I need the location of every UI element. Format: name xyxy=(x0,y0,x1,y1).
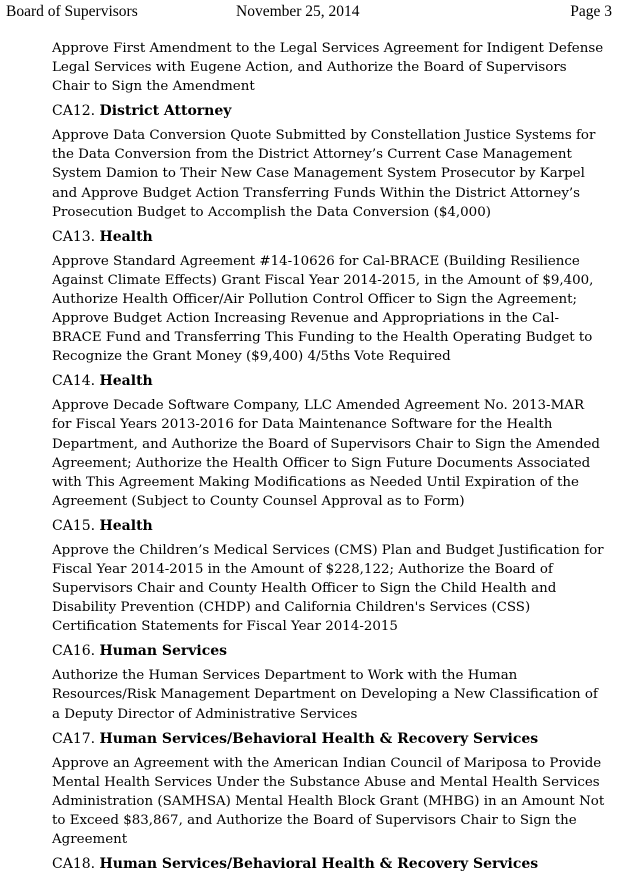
agenda-item-heading xyxy=(52,855,607,874)
item-number: CA17. xyxy=(52,730,96,747)
agenda-item xyxy=(52,642,607,723)
item-department: Human Services/Behavioral Health & Recovery Services xyxy=(99,856,539,873)
agenda-item-heading xyxy=(52,372,607,391)
item-description: Approve an Agreement with the American Indian Council of Mariposa to Provide Mental Health Services Under the Substance Abuse and Mental Health Services Administration (SAMHSA) Mental Health Block Grant (MHBG) in an Amount Not to Exceed $83,867, and Authorize the Board of Supervisors Chair to Sign the Agreement xyxy=(52,755,605,847)
item-number: CA14. xyxy=(52,373,96,390)
item-description: Approve Standard Agreement #14-10626 for Cal-BRACE (Building Resilience Against Climate Effects) Grant Fiscal Year 2014-2015, in the Amount of $9,400, Authorize Health Officer/Air Pollution Control Officer to Sign the Agreement; Approve Budget Action Increasing Revenue and Appropriations in the Cal-BRACE Fund and Transferring This Funding to the Health Operating Budget to Recognize the Grant Money ($9,400) 4/5ths Vote Required xyxy=(52,253,594,365)
item-number: CA18. xyxy=(52,856,96,873)
header-date: November 25, 2014 xyxy=(236,3,360,20)
item-department: Human Services xyxy=(99,643,228,660)
item-number: CA12. xyxy=(52,103,96,120)
item-description: Approve Decade Software Company, LLC Amended Agreement No. 2013-MAR for Fiscal Years 2013-2016 for Data Maintenance Software for the Health Department, and Authorize the Board of Supervisors Chair to Sign the Amended Agreement; Authorize the Health Officer to Sign Future Documents Associated with This Agreement Making Modifications as Needed Until Expiration of the Agreement (Subject to County Counsel Approval as to Form) xyxy=(52,398,601,509)
agenda-item-heading xyxy=(52,730,607,749)
agenda-content xyxy=(52,39,607,879)
agenda-item xyxy=(52,517,607,636)
agenda-item xyxy=(52,372,607,511)
continued-item-description: Approve First Amendment to the Legal Services Agreement for Indigent Defense Legal Services with Eugene Action, and Authorize the Board of Supervisors Chair to Sign the Amendment xyxy=(52,41,604,95)
item-number: CA15. xyxy=(52,517,96,534)
item-department: Health xyxy=(99,228,153,245)
agenda-item-heading xyxy=(52,102,607,121)
item-department: Health xyxy=(99,373,153,390)
header-board-name: Board of Supervisors xyxy=(6,3,138,20)
agenda-item-heading xyxy=(52,517,607,536)
item-department: District Attorney xyxy=(99,103,232,120)
item-description: Approve Data Conversion Quote Submitted by Constellation Justice Systems for the Data Conversion from the District Attorney’s Current Case Management System Damion to Their New Case Management System Prosecutor by Karpel and Approve Budget Action Transferring Funds Within the District Attorney’s Prosecution Budget to Accomplish the Data Conversion ($4,000) xyxy=(52,128,596,220)
agenda-item-heading xyxy=(52,642,607,661)
agenda-item xyxy=(52,730,607,849)
agenda-item xyxy=(52,855,607,874)
agenda-item-heading xyxy=(52,228,607,247)
agenda-item xyxy=(52,228,607,367)
header-page-number: Page 3 xyxy=(570,3,612,20)
page-header xyxy=(6,3,612,23)
item-description: Approve the Children’s Medical Services (CMS) Plan and Budget Justification for Fiscal Year 2014-2015 in the Amount of $228,122; Authorize the Board of Supervisors Chair and County Health Officer to Sign the Child Health and Disability Prevention (CHDP) and California Children's Services (CSS) Certification Statements for Fiscal Year 2014-2015 xyxy=(52,542,604,635)
item-department: Health xyxy=(99,517,153,534)
item-description: Authorize the Human Services Department to Work with the Human Resources/Risk Management Department on Developing a New Classification of a Deputy Director of Administrative Services xyxy=(52,668,598,722)
item-number: CA16. xyxy=(52,643,96,660)
agenda-item xyxy=(52,102,607,221)
item-number: CA13. xyxy=(52,228,96,245)
item-department: Human Services/Behavioral Health & Recovery Services xyxy=(99,730,539,747)
